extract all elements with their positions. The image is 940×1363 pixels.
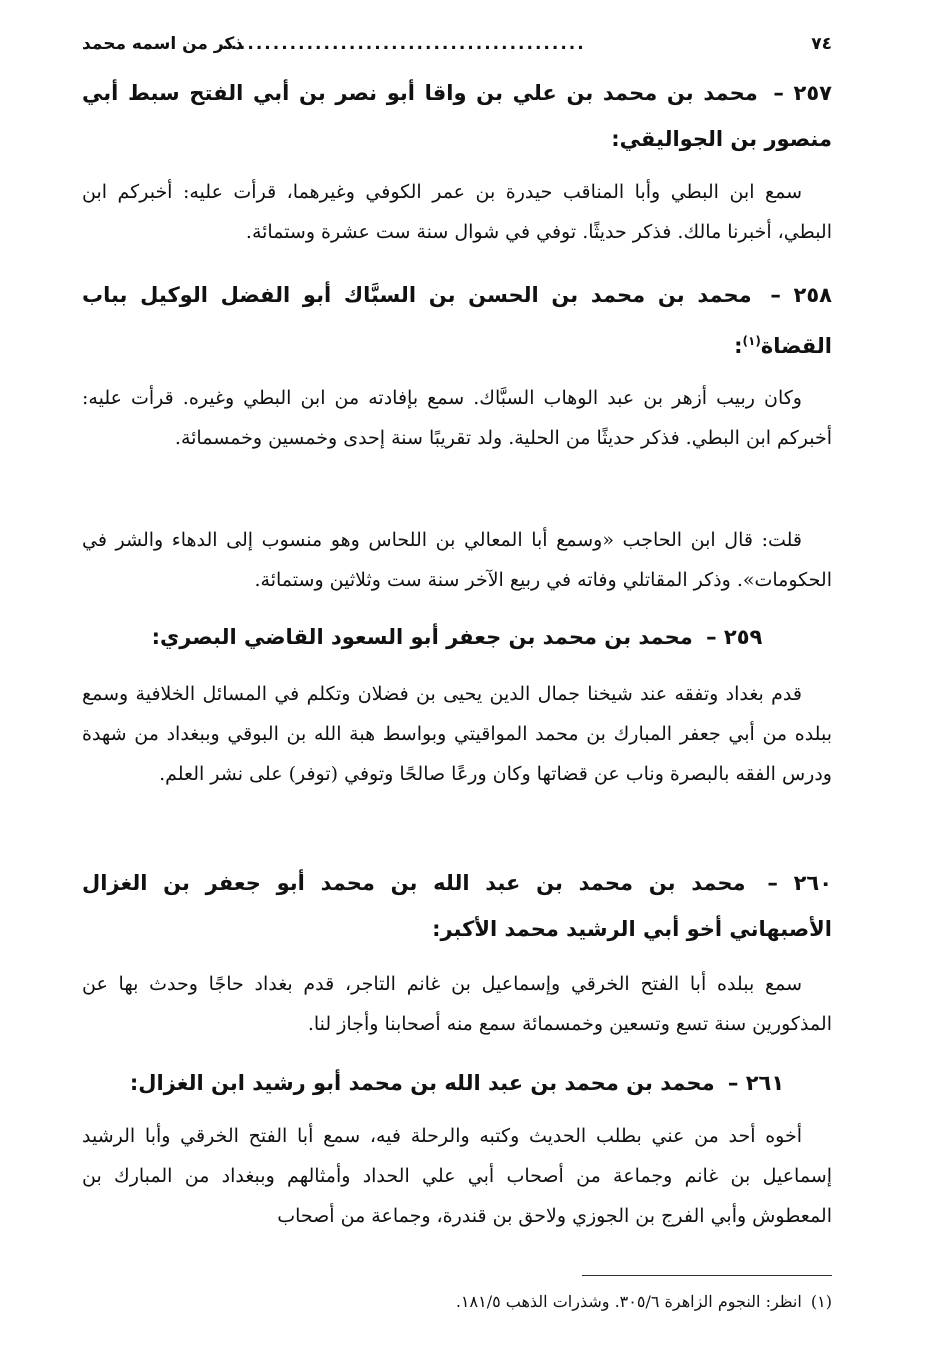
entry-number: ٢٥٩ – <box>706 625 763 649</box>
entry-heading-260 <box>82 860 832 952</box>
entry-paragraph: قلت: قال ابن الحاجب «وسمع أبا المعالي بن اللحاس وهو منسوب إلى الدهاء والشر في الحكومات». وذكر المقاتلي وفاته في ربيع الآخر سنة ست وثلاثين وستمائة. <box>82 529 832 591</box>
entry-title: محمد بن محمد بن عبد الله بن محمد أبو جعفر بن الغزال الأصبهاني أخو أبي الرشيد محمد الأكبر: <box>82 871 832 941</box>
entry-number: ٢٦١ – <box>727 1071 785 1095</box>
page-number: ٧٤ <box>811 34 832 54</box>
footnote-mark: (١) <box>810 1292 832 1311</box>
entry-number: ٢٥٨ – <box>770 283 832 307</box>
entry-title: محمد بن محمد بن علي بن واقا أبو نصر بن أبي الفتح سبط أبي منصور بن الجواليقي: <box>82 81 832 151</box>
heading-colon: : <box>734 334 743 358</box>
entry-heading-259 <box>82 614 832 660</box>
entry-title: محمد بن محمد بن عبد الله بن محمد أبو رشيد ابن الغزال: <box>129 1071 715 1095</box>
footnote-reference: (١) <box>742 334 761 348</box>
entry-heading-261 <box>82 1060 832 1106</box>
entry-title: محمد بن محمد بن الحسن بن السبَّاك أبو الفضل الوكيل بباب القضاة <box>82 283 832 358</box>
footnote-text: انظر: النجوم الزاهرة ٣٠٥/٦. وشذرات الذهب ١٨١/٥. <box>455 1292 802 1311</box>
entry-number: ٢٥٧ – <box>773 81 832 105</box>
leader-dots: ........................................... <box>222 34 586 54</box>
book-page <box>82 0 832 1363</box>
entry-heading-257 <box>82 70 832 162</box>
entry-paragraph: سمع ببلده أبا الفتح الخرقي وإسماعيل بن غانم التاجر، قدم بغداد حاجًا وحدث بها عن المذكورين سنة تسع وتسعين وخمسمائة سمع منه أصحابنا وأجاز لنا. <box>82 973 832 1035</box>
entry-number: ٢٦٠ – <box>767 871 833 895</box>
entry-paragraph: قدم بغداد وتفقه عند شيخنا جمال الدين يحيى بن فضلان وتكلم في المسائل الخلافية وسمع ببلده من أبي جعفر المبارك بن محمد المواقيتي وبواسط هبة الله بن البوقي وببغداد من شهدة ودرس الفقه بالبصرة وناب عن قضاتها وكان ورعًا صالحًا وتوفي (توفر) على نشر العلم. <box>82 683 832 785</box>
entry-paragraph: وكان ربيب أزهر بن عبد الوهاب السبَّاك. سمع بإفادته من ابن البطي وغيره. قرأت عليه: أخبركم ابن البطي. فذكر حديثًا من الحلية. ولد تقريبًا سنة إحدى وخمسين وخمسمائة. <box>82 387 832 449</box>
footnote <box>82 1290 832 1314</box>
running-head <box>82 34 832 64</box>
running-head-title: ذكر من اسمه محمد <box>82 34 244 54</box>
entry-title: محمد بن محمد بن جعفر أبو السعود القاضي البصري: <box>151 625 693 649</box>
footnote-rule <box>582 1275 832 1276</box>
entry-heading-258 <box>82 272 832 369</box>
entry-paragraph: أخوه أحد من عني بطلب الحديث وكتبه والرحلة فيه، سمع أبا الفتح الخرقي وأبا الرشيد إسماعيل بن غانم وجماعة من أصحاب أبي علي الحداد وأمثالهم وببغداد من المبارك بن المعطوش وأبي الفرج بن الجوزي ولاحق بن قندرة، وجماعة من أصحاب <box>82 1125 832 1227</box>
entry-paragraph: سمع ابن البطي وأبا المناقب حيدرة بن عمر الكوفي وغيرهما، قرأت عليه: أخبركم ابن البطي، أخبرنا مالك. فذكر حديثًا. توفي في شوال سنة ست عشرة وستمائة. <box>82 181 832 243</box>
